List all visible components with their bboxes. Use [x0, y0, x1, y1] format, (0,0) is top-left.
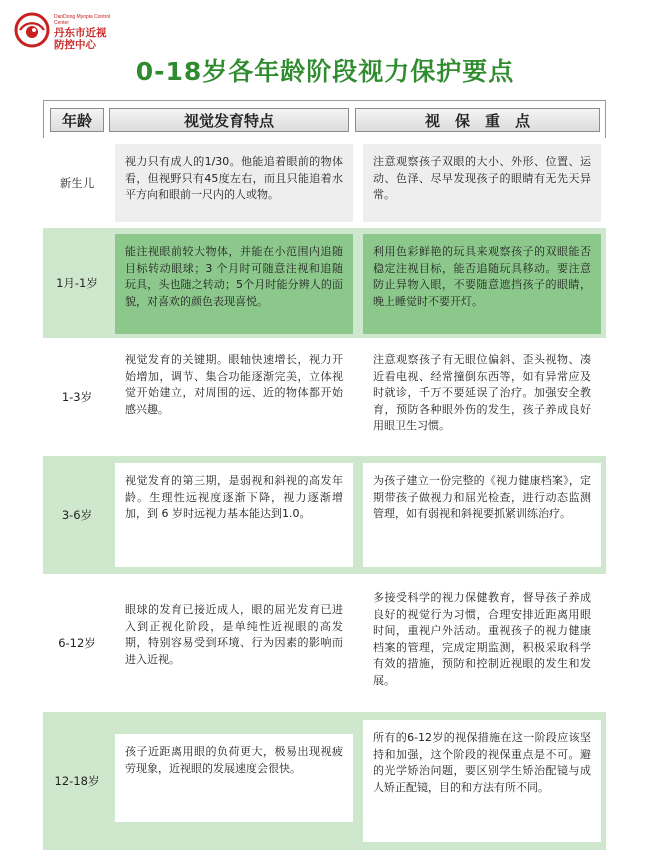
row-development: 视觉发育的第三期，是弱视和斜视的高发年龄。生理性远视度逐渐下降，视力逐渐增加，到 6 岁时远视力基本能达到1.0。 — [115, 463, 353, 567]
row-development: 眼球的发育已接近成人，眼的屈光发育已进入到正视化阶段，是单纯性近视眼的高发期，特别容易受到环境、行为因素的影响而进入近视。 — [115, 592, 353, 702]
row-development: 视觉发育的关键期。眼轴快速增长，视力开始增加，调节、集合功能逐渐完美，立体视觉开始建立，对周围的远、近的物体都开始感兴趣。 — [115, 342, 353, 450]
logo-cn-line2: 防控中心 — [54, 39, 96, 51]
row-focus: 多接受科学的视力保健教育，督导孩子养成良好的视觉行为习惯，合理安排近距离用眼时间，重视户外活动。重视孩子的视力健康档案的管理，完成定期监测，积极采取科学有效的措施，预防和控制近视眼的发生和发展。 — [363, 580, 601, 708]
row-focus: 注意观察孩子双眼的大小、外形、位置、运动、色泽、尽早发现孩子的眼睛有无先天异常。 — [363, 144, 601, 222]
logo-chinese-text — [54, 27, 124, 51]
row-age: 1月-1岁 — [56, 276, 98, 290]
page-title: 0-18岁各年龄阶段视力保护要点 — [135, 57, 515, 86]
row-development: 视力只有成人的1/30。他能追着眼前的物体看，但视野只有45度左右，而且只能追着水平方向和眼前一尺内的人或物。 — [115, 144, 353, 222]
row-development: 孩子近距离用眼的负荷更大，极易出现视疲劳现象，近视眼的发展速度会很快。 — [115, 734, 353, 822]
row-development: 能注视眼前较大物体，并能在小范围内追随目标转动眼球；3 个月时可随意注视和追随玩具，头也随之转动；5个月时能分辨人的面貌，对喜欢的颜色表现喜悦。 — [115, 234, 353, 334]
row-age: 新生儿 — [59, 176, 95, 190]
logo-english-text: DanDong Myopia Control Center — [54, 14, 111, 26]
row-focus: 为孩子建立一份完整的《视力健康档案》，定期带孩子做视力和屈光检查，进行动态监测管理，如有弱视和斜视要抓紧训练治疗。 — [363, 463, 601, 567]
header-development: 视觉发育特点 — [109, 108, 349, 132]
header-age: 年龄 — [50, 108, 104, 132]
row-focus: 利用色彩鲜艳的玩具来观察孩子的双眼能否稳定注视目标，能否追随玩具移动。要注意防止异物入眼，不要随意遮挡孩子的眼睛，晚上睡觉时不要开灯。 — [363, 234, 601, 334]
logo-cn-line1: 丹东市近视 — [54, 27, 107, 39]
row-age: 3-6岁 — [61, 508, 93, 522]
row-age: 6-12岁 — [58, 636, 96, 650]
logo-eye-icon — [14, 12, 50, 48]
header-focus: 视 保 重 点 — [355, 108, 600, 132]
row-age: 1-3岁 — [61, 390, 93, 404]
row-focus: 注意观察孩子有无眼位偏斜、歪头视物、凑近看电视、经常撞倒东西等，如有异常应及时就诊，千万不要延误了治疗。加强安全教育，预防各种眼外伤的发生，孩子养成良好用眼卫生习惯。 — [363, 342, 601, 454]
row-age: 12-18岁 — [54, 774, 100, 788]
logo — [14, 10, 134, 52]
row-focus: 所有的6-12岁的视保措施在这一阶段应该坚持和加强，这个阶段的视保重点是不可。避的光学矫治问题，要区别学生矫治配镜与成人矫正配镜，目的和方法有所不同。 — [363, 720, 601, 842]
